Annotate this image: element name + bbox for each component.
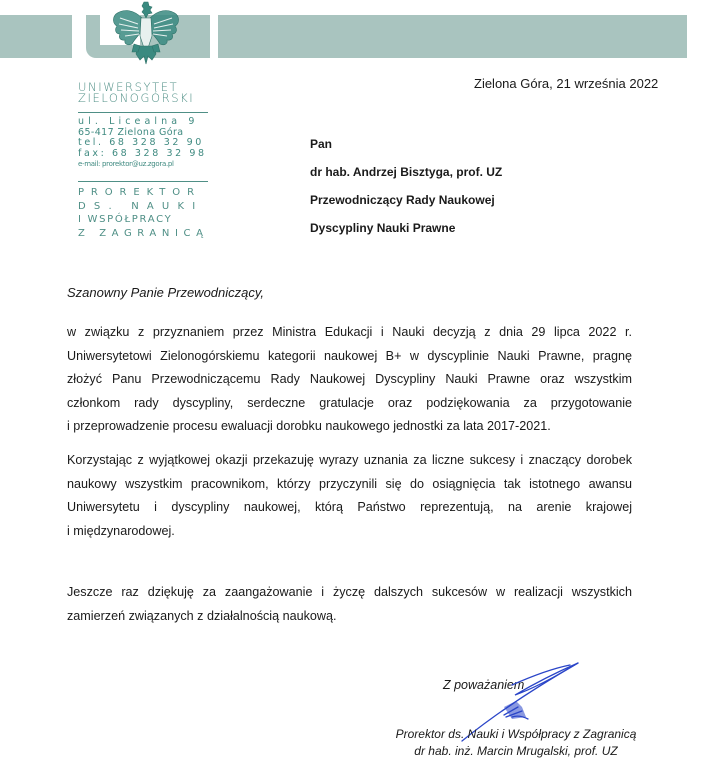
letterhead-divider-bottom — [78, 181, 208, 182]
paragraph-line: Korzystając z wyjątkowej okazji przekazuję wyrazy uznania za liczne sukcesy i znaczący dorobek — [67, 453, 632, 467]
signatory-block — [381, 726, 651, 760]
paragraph-line: Uniwersytetowi Zielonogórskiemu kategorii naukowej B+ w dyscyplinie Nauki Prawne, pragnę — [67, 348, 632, 363]
letterhead-address — [78, 117, 213, 170]
signatory-name: dr hab. inż. Marcin Mrugalski, prof. UZ — [414, 744, 618, 758]
address-fax: fax: 68 328 32 98 — [78, 147, 207, 159]
university-name-line-1: UNIWERSYTET — [78, 80, 179, 94]
recipient-line: dr hab. Andrzej Bisztyga, prof. UZ — [310, 165, 503, 179]
salutation: Szanowny Panie Przewodniczący, — [67, 285, 265, 300]
paragraph-line: naukowy wszystkim pracownikom, którzy przyczynili się do osiągnięcia tak istotnego awansu — [67, 476, 632, 491]
letterhead-office — [78, 186, 213, 240]
office-line-1: PROREKTOR — [78, 187, 201, 198]
paragraph-line: i międzynarodowej. — [67, 523, 175, 538]
paragraph-line: członkom rady dyscypliny, serdeczne gratulacje oraz podziękowania za przygotowanie — [67, 395, 632, 410]
address-street: ul. Licealna 9 — [78, 116, 199, 127]
recipient-line: Dyscypliny Nauki Prawne — [310, 221, 456, 235]
paragraph-line: złożyć Panu Przewodniczącemu Rady Naukowej Dyscypliny Nauki Prawne oraz wszystkim — [67, 372, 632, 386]
paragraph-line: Jeszcze raz dziękuję za zaangażowanie i życzę dalszych sukcesów w realizacji wszystkich — [67, 585, 632, 599]
paragraph-3 — [67, 581, 632, 628]
signatory-title: Prorektor ds. Nauki i Współpracy z Zagranicą — [395, 727, 637, 741]
university-name — [78, 82, 213, 104]
letter-date: Zielona Góra, 21 września 2022 — [474, 76, 659, 91]
paragraph-line: i przeprowadzenie procesu ewaluacji dorobku naukowego jednostki za lata 2017-2021. — [67, 419, 551, 433]
recipient-block — [310, 137, 502, 249]
office-line-2: DS. NAUKI — [78, 200, 204, 212]
eagle-emblem-icon — [108, 0, 184, 72]
university-name-line-2: ZIELONOGÓRSKI — [78, 91, 195, 105]
paragraph-line: zamierzeń związanych z działalnością naukową. — [67, 608, 337, 623]
paragraph-1 — [67, 321, 632, 439]
paragraph-line: w związku z przyznaniem przez Ministra Edukacji i Nauki decyzją z dnia 29 lipca 2022 r. — [67, 325, 632, 339]
letterhead-divider-top — [78, 112, 208, 113]
office-line-4: Z ZAGRANICĄ — [78, 227, 209, 239]
paragraph-line: Uniwersytetu i dyscypliny naukowej, którą Państwo reprezentują, na arenie krajowej — [67, 500, 632, 514]
letterhead-band-right — [218, 15, 687, 58]
closing: Z poważaniem — [443, 678, 525, 692]
address-tel: tel. 68 328 32 90 — [78, 137, 204, 148]
recipient-line: Pan — [310, 137, 333, 151]
address-email: e-mail: prorektor@uz.zgora.pl — [78, 160, 174, 168]
paragraph-2 — [67, 449, 632, 543]
letterhead-band-left — [0, 15, 72, 58]
recipient-line: Przewodniczący Rady Naukowej — [310, 193, 495, 207]
office-line-3: I WSPÓŁPRACY — [78, 214, 173, 225]
address-city: 65-417 Zielona Góra — [78, 126, 184, 138]
